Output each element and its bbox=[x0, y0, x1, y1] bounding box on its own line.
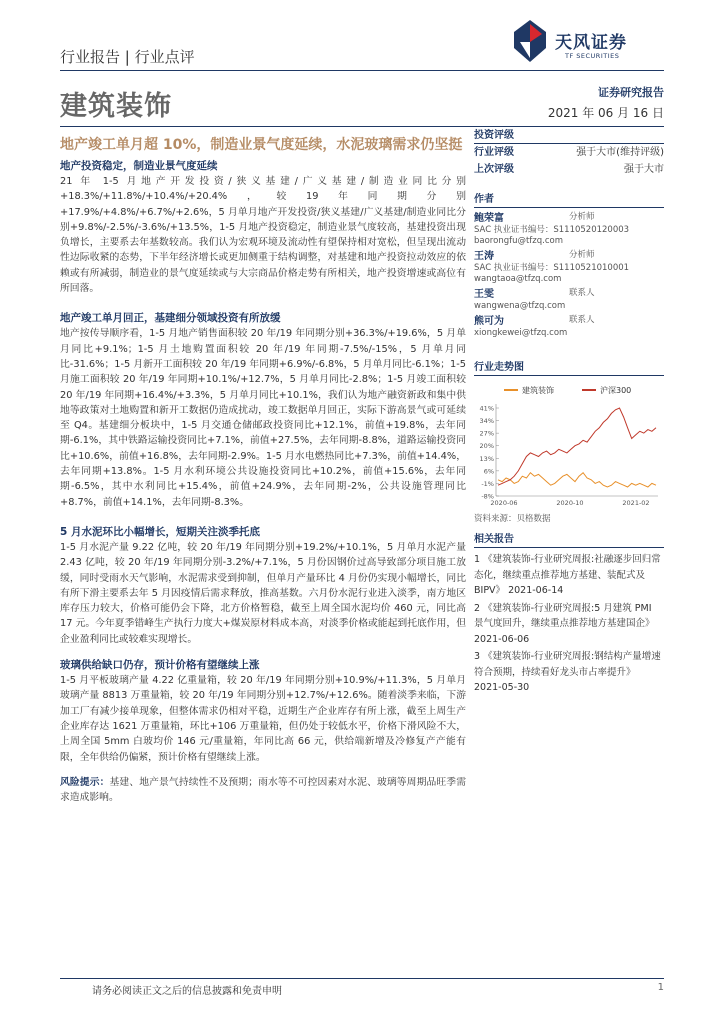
author bbox=[474, 288, 664, 312]
chart-source: 资料来源：贝格数据 bbox=[474, 514, 551, 524]
footer-disclaimer: 请务必阅读正文之后的信息披露和免责申明 bbox=[92, 986, 282, 997]
section-body: 1-5 月平板玻璃产量 4.22 亿重量箱，较 20 年/19 年同期分别+10.9%/+11.3%，5 月单月玻璃产量 8813 万重量箱，较 20 年/19 年同期分别+12.7%/+12.6%。随着淡季来临，下游加工厂有减少接单现象，但整体需求仍相对平稳，近期生产企业库存有所上涨，截至上周生产企业库存达 1621 万重量箱，环比+106 万重量箱，但仍处于较低水平，价格下滑风险不大，上周全国 5mm 白玻均价 146 元/重量箱，年同比高 66 元，供给端新增及冷修复产产能有限，全年供给仍偏紧，预计价格有望继续上涨。 bbox=[60, 675, 466, 763]
industry-title: 建筑装饰 bbox=[60, 91, 172, 122]
section bbox=[60, 657, 466, 765]
rating-heading: 投资评级 bbox=[474, 126, 664, 144]
section-body: 21 年 1-5 月地产开发投资/狭义基建/广义基建/制造业同比分别+18.3%/+11.8%/+10.4%/+20.4%，较19年同期分别+17.9%/+4.8%/+6.7%/+2.6%，5 月单月地产开发投资/狭义基建/广义基建/制造业同比分别+9.8%/-2.5%/-3.6%/+13.5%，1-5 月地产投资稳定，制造业景气度较高，基建投资出现负增长，主要系去年基数较高。我们认为宏观环境及流动性有望保持相对宽松，但呈现出流动性边际收紧的态势，下半年经济增长或更加侧重于结构调整，对基建和地产投资拉动效应的依赖或有所减弱，制造业的景气度延续或与大宗商品价格走势有所相关，地产投资增速或高位有所回落。 bbox=[60, 176, 466, 295]
y-tick-label: 13% bbox=[479, 454, 494, 463]
logo-mark-icon bbox=[510, 18, 550, 64]
author bbox=[474, 250, 664, 285]
section-body: 地产按传导顺序看，1-5 月地产销售面积较 20 年/19 年同期分别+36.3%/+19.6%，5 月单月同比+9.1%；1-5 月土地购置面积较 20 年/19 年同期-7.5%/-15%，5 月单月同比-31.6%；1-5 月新开工面积较 20 年/19 年同期+6.9%/-6.8%，5 月单月同比-6.1%；1-5 月施工面积较 20 年/19 年同期+10.1%/+12.7%，5 月单月同比-2.8%；1-5 月竣工面积较 20 年/19 年同期+16.4%/+3.3%，5 月单月同比+10.1%，我们认为地产融资新政和集中供地等政策对土地购置和新开工数据仍造成扰动，竣工数据单月回正，实际下游高景气或可延续至 Q4。基建细分板块中，1-5 月交通仓储邮政投资同比+12.1%，前值+19.8%，去年同期-6.1%，其中铁路运输投资同比+7.1%，前值+27.5%，去年同期-8.8%，道路运输投资同比+10.6%，前值+16.8%，去年同期-2.9%。1-5 月水电燃热同比+7.3%，前值+14.4%，去年同期+13.8%。1-5 月水利环境公共设施投资同比+10.2%，前值+15.6%，去年同期-6.5%，其中水利同比+15.4%，前值+24.9%，去年同期-2%，公共设施管理同比+8.7%，前值+14.1%，去年同期-8.3%。 bbox=[60, 328, 466, 508]
author bbox=[474, 212, 664, 247]
risk-warning bbox=[60, 775, 466, 806]
y-tick-label: 20% bbox=[479, 442, 494, 451]
x-tick-label: 2021-02 bbox=[622, 499, 650, 507]
author bbox=[474, 315, 664, 339]
risk-label: 风险提示： bbox=[60, 776, 110, 788]
y-tick-label: 34% bbox=[479, 417, 494, 426]
author-name: 鲍荣富 bbox=[474, 213, 504, 224]
rating-key: 行业评级 bbox=[474, 147, 514, 158]
y-tick-label: 27% bbox=[479, 429, 494, 438]
related-report-link[interactable]: 3 《建筑装饰-行业研究周报:钢结构产量增速符合预期，持续看好龙头市占率提升》 2021-05-30 bbox=[474, 651, 661, 693]
report-type: 证券研究报告 bbox=[598, 86, 664, 99]
author-name: 熊可为 bbox=[474, 316, 504, 327]
risk-text: 基建、地产景气持续性不及预期；雨水等不可控因素对水泥、玻璃等周期品旺季需求造成影响。 bbox=[60, 776, 467, 804]
related-report-link[interactable]: 1 《建筑装饰-行业研究周报:社融逐步回归常态化，继续重点推荐地方基建、装配式及 BIPV》 2021-06-14 bbox=[474, 554, 661, 596]
author-email-link[interactable]: wangwena@tfzq.com bbox=[474, 301, 566, 311]
main-content bbox=[60, 134, 466, 805]
rating-value: 强于大市 bbox=[624, 164, 664, 175]
section-title: 地产竣工单月回正，基建细分领域投资有所放缓 bbox=[60, 312, 281, 325]
x-tick-label: 2020-06 bbox=[490, 499, 518, 507]
author-heading: 作者 bbox=[474, 190, 664, 208]
author-cert: SAC 执业证书编号：S1110520120003 bbox=[474, 225, 630, 235]
author-role: 分析师 bbox=[569, 250, 595, 260]
header-divider bbox=[60, 70, 664, 71]
rating-value: 强于大市(维持评级) bbox=[576, 147, 664, 158]
rating-row bbox=[474, 161, 664, 178]
related-report-link[interactable]: 2 《建筑装饰-行业研究周报:5 月建筑 PMI 景气度回升，继续重点推荐地方基建国企》 2021-06-06 bbox=[474, 602, 655, 645]
trend-chart bbox=[474, 380, 664, 510]
author-email-link[interactable]: wangtaoa@tfzq.com bbox=[474, 274, 562, 284]
x-tick-label: 2020-10 bbox=[556, 499, 584, 507]
trend-box bbox=[474, 358, 664, 524]
author-name: 王雯 bbox=[474, 289, 494, 300]
section-title: 5 月水泥环比小幅增长，短期关注淡季托底 bbox=[60, 525, 260, 538]
author-cert: SAC 执业证书编号：S1110521010001 bbox=[474, 263, 630, 273]
y-tick-label: 6% bbox=[483, 467, 494, 476]
legend-label: 建筑装饰 bbox=[522, 386, 554, 395]
author-role: 联系人 bbox=[569, 288, 595, 298]
series-line bbox=[498, 473, 656, 487]
logo-name: 天风证券 bbox=[555, 33, 627, 53]
series-line bbox=[498, 408, 656, 485]
author-role: 分析师 bbox=[569, 212, 595, 222]
section bbox=[60, 524, 466, 647]
author-email-link[interactable]: xiongkewei@tfzq.com bbox=[474, 328, 568, 338]
section-body: 1-5 月水泥产量 9.22 亿吨，较 20 年/19 年同期分别+19.2%/+10.1%，5 月单月水泥产量 2.43 亿吨，较 20 年/19 年同期分别-3.2%/+7.1%，5 月份因钢价过高导致部分项目施工放缓，同时受雨水天气影响，水泥需求受到抑制，但单月产量环比 4 月份仍实现小幅增长，同比有所下滑主要系去年 5 月因疫情后需求释放，推高基数。六月份水泥行业进入淡季，南方地区库存压力较大，价格可能仍会下降，北方价格暂稳，截至上周全国水泥均价 460 元，同比高 17 元。今年夏季错峰生产执行力度大+煤炭原材料成本高，对淡季价格或能起到托底作用，但企业盈利同比或较难实现增长。 bbox=[60, 541, 466, 645]
related-heading: 相关报告 bbox=[474, 530, 664, 548]
author-name: 王涛 bbox=[474, 251, 494, 262]
author-box bbox=[474, 190, 664, 339]
section-title: 玻璃供给缺口仍存，预计价格有望继续上涨 bbox=[60, 659, 260, 672]
author-role: 联系人 bbox=[569, 315, 595, 325]
author-email-link[interactable]: baorongfu@tfzq.com bbox=[474, 236, 564, 246]
headline: 地产竣工单月超 10%，制造业景气度延续，水泥玻璃需求仍坚挺 bbox=[60, 137, 463, 153]
y-tick-label: -8% bbox=[481, 492, 494, 501]
rating-row bbox=[474, 144, 664, 161]
rating-key: 上次评级 bbox=[474, 164, 514, 175]
related-box bbox=[474, 530, 664, 696]
section bbox=[60, 310, 466, 510]
page-number: 1 bbox=[657, 982, 664, 993]
logo-english-name: TF SECURITIES bbox=[565, 52, 620, 60]
trend-heading: 行业走势图 bbox=[474, 358, 664, 376]
report-date: 2021 年 06 月 16 日 bbox=[547, 106, 664, 120]
rating-box bbox=[474, 126, 664, 178]
report-category: 行业报告 | 行业点评 bbox=[60, 48, 195, 66]
footer-divider bbox=[60, 978, 664, 979]
y-tick-label: 41% bbox=[479, 404, 494, 413]
legend-label: 沪深300 bbox=[600, 386, 632, 395]
section bbox=[60, 158, 466, 296]
y-tick-label: -1% bbox=[481, 479, 494, 488]
section-title: 地产投资稳定，制造业景气度延续 bbox=[60, 160, 218, 172]
